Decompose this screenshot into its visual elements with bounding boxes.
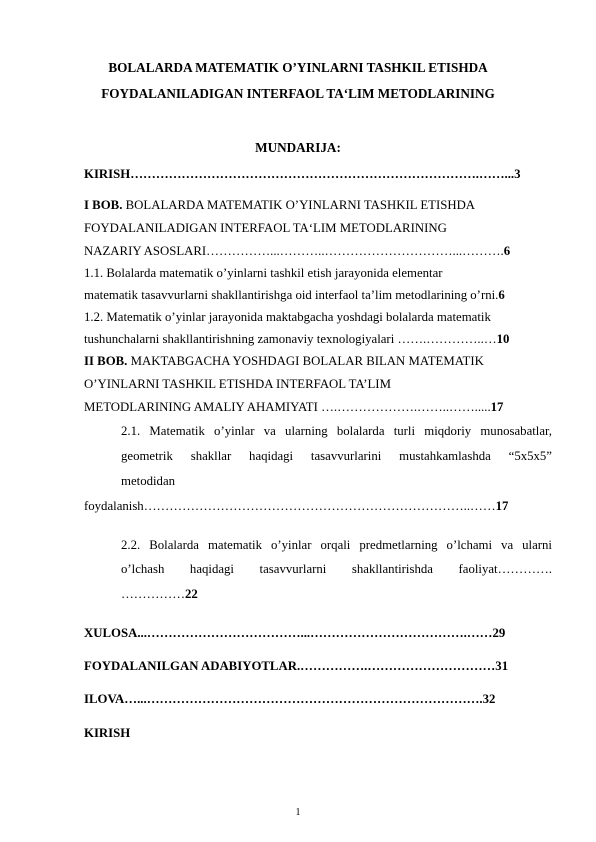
toc-chapter-1-line-1: I BOB. BOLALARDA MATEMATIK O’YINLARNI TASHKIL ETISHDA: [84, 198, 476, 212]
toc-section-1-1-line-2: matematik tasavvurlarni shakllantirishga oid interfaol ta’lim metodlarining o’rni.6: [84, 288, 505, 302]
toc-chapter-1-line-2: FOYDALANILADIGAN INTERFAOL TA‘LIM METODLARINING: [84, 221, 447, 235]
toc-section-2-2-line-1: 2.2. Bolalarda matematik o’yinlar orqali predmetlarning o’lchami va ularni: [121, 538, 552, 552]
toc-section-2-1-line-2: geometrik shakllar haqidagi tasavvurlarini mustahkamlashda “5x5x5”: [121, 449, 552, 463]
toc-adabiyotlar: FOYDALANILGAN ADABIYOTLAR.…………….…………………………31: [84, 659, 509, 673]
toc-section-2-1-line-3: metodidan: [121, 474, 176, 488]
section-heading-kirish: KIRISH: [84, 726, 131, 740]
toc-section-2-1-line-1: 2.1. Matematik o’yinlar va ularning bolalarda turli miqdoriy munosabatlar,: [121, 424, 552, 438]
toc-ilova: ILOVA…...…………………………………………………………………….32: [84, 692, 496, 706]
toc-section-2-2-line-2: o’lchash haqidagi tasavvurlarni shakllantirishda faoliyat………….: [121, 562, 552, 576]
toc-chapter-2-line-3: METODLARINING AMALIY AHAMIYATI ….……………….……..…….....17: [84, 400, 504, 414]
toc-section-1-1-line-1: 1.1. Bolalarda matematik o’yinlarni tashkil etish jarayonida elementar: [84, 266, 443, 280]
toc-kirish: KIRISH……………………………………………………………………….……...3: [84, 167, 521, 181]
toc-section-2-1-line-4: foydalanish…………………………………………………………………..……17: [84, 499, 509, 513]
toc-section-1-2-line-2: tushunchalarni shakllantirishning zamonaviy texnologiyalari …….…………..…10: [84, 332, 510, 346]
contents-heading: MUNDARIJA:: [255, 140, 341, 155]
toc-xulosa: XULOSA...………………………………...……………………………….……29: [84, 626, 506, 640]
toc-section-1-2-line-1: 1.2. Matematik o’yinlar jarayonida maktabgacha yoshdagi bolalarda matematik: [84, 310, 491, 324]
title-line-2: FOYDALANILADIGAN INTERFAOL TA‘LIM METODLARINING: [101, 86, 495, 101]
title-line-1: BOLALARDA MATEMATIK O’YINLARNI TASHKIL ETISHDA: [108, 60, 488, 75]
toc-chapter-1-line-3: NAZARIY ASOSLARI……………...………..…………………………...……….6: [84, 244, 511, 258]
page-number: 1: [295, 807, 301, 818]
toc-chapter-2-line-2: O’YINLARNI TASHKIL ETISHDA INTERFAOL TA’LIM: [84, 377, 391, 391]
toc-section-2-2-line-3: ……………22: [121, 587, 198, 601]
toc-chapter-2-line-1: II BOB. MAKTABGACHA YOSHDAGI BOLALAR BILAN MATEMATIK: [84, 354, 484, 368]
